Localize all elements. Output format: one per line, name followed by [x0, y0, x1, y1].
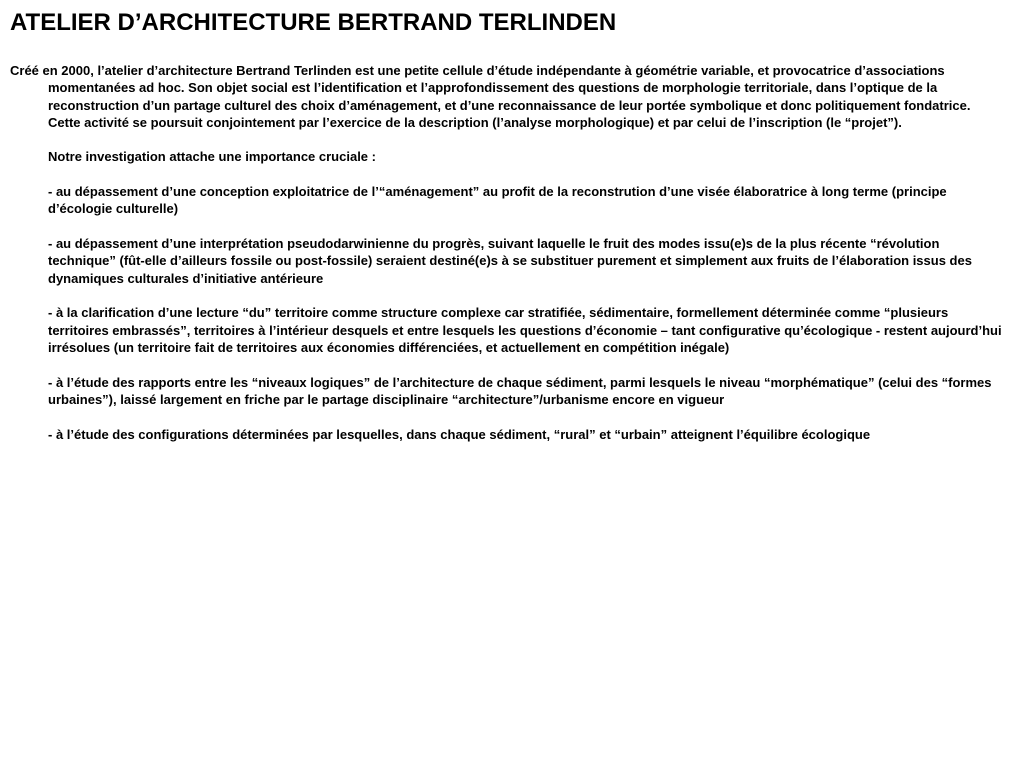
lead-paragraph: Notre investigation attache une importance cruciale : [48, 149, 376, 165]
document-body [10, 62, 1006, 443]
list-item: - à l’étude des configurations déterminées par lesquelles, dans chaque sédiment, “rural” et “urbain” atteignent l’équilibre écologique [48, 426, 871, 442]
list-item: - à la clarification d’une lecture “du” territoire comme structure complexe car stratifiée, sédimentaire, formellement déterminée comme “plusieurs territoires embrassés”, territoires à l’intérieur desquels et entre lesquels les questions d’économie – tant configurative qu’écologique - restent aujourd’hui irrésolues (un territoire fait de territoires aux économies différenciées, et actuellement en compétition inégale) [48, 305, 1002, 356]
list-item: - au dépassement d’une interprétation pseudodarwinienne du progrès, suivant laquelle le fruit des modes issu(e)s de la plus récente “révolution technique” (fût-elle d’ailleurs fossile ou post-fossile) seraient destiné(e)s à se substituer purement et simplement aux fruits de l’élaboration issus des dynamiques culturales d’initiative antérieure [48, 236, 972, 286]
intro-paragraph: Créé en 2000, l’atelier d’architecture Bertrand Terlinden est une petite cellule d’étude indépendante à géométrie variable, et provocatrice d’associations momentanées ad hoc. Son objet social est l’identification et l’approfondissement des questions de morphologie territoriale, dans l’optique de la reconstruction d’un partage culturel des choix d’aménagement, et d’une reconnaissance de leur portée symbolique et donc politiquement fondatrice. Cette activité se poursuit conjointement par l’exercice de la description (l’analyse morphologique) et par celui de l’inscription (le “projet”). [10, 63, 971, 130]
page-title: ATELIER D’ARCHITECTURE BERTRAND TERLINDEN [10, 9, 617, 36]
list-item: - au dépassement d’une conception exploitatrice de l’“aménagement” au profit de la reconstrution d’une visée élaboratrice à long terme (principe d’écologie culturelle) [48, 183, 947, 217]
list-item: - à l’étude des rapports entre les “niveaux logiques” de l’architecture de chaque sédiment, parmi lesquels le niveau “morphématique” (celui des “formes urbaines”), laissé largement en friche par le partage disciplinaire “architecture”/urbanisme encore en vigueur [48, 374, 992, 408]
